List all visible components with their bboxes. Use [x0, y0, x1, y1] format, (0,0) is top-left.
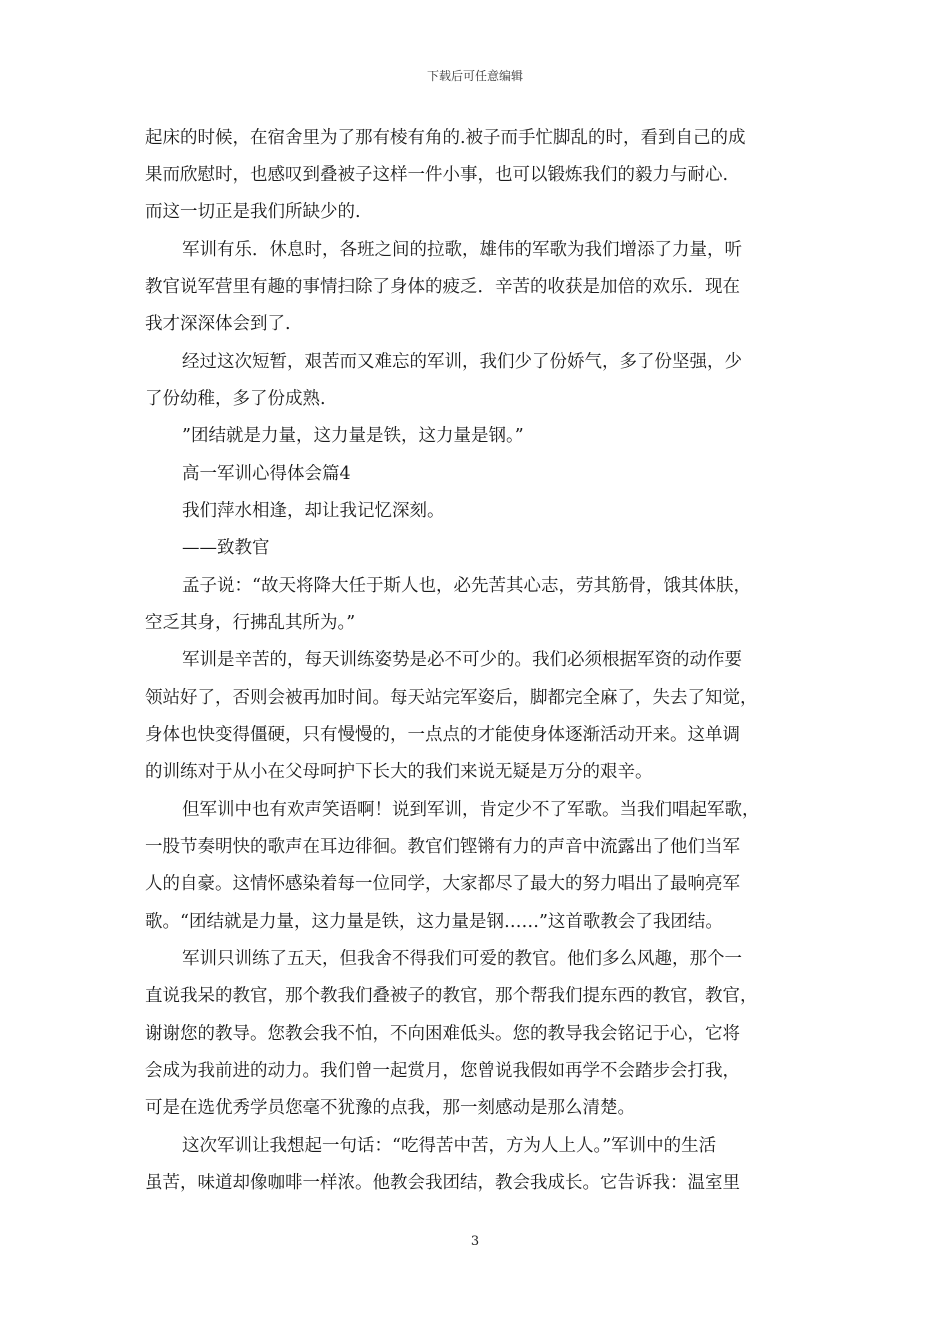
body-line: 但军训中也有欢声笑语啊！说到军训，肯定少不了军歌。当我们唱起军歌，	[182, 800, 760, 820]
body-line: 果而欣慰时，也感叹到叠被子这样一件小事，也可以锻炼我们的毅力与耐心.	[145, 165, 729, 185]
body-line: 歌。“团结就是力量，这力量是铁，这力量是钢……”这首歌教会了我团结。	[145, 912, 723, 932]
body-line: 经过这次短暂，艰苦而又难忘的军训，我们少了份娇气，多了份坚强，少	[182, 352, 742, 372]
body-line: 人的自豪。这情怀感染着每一位同学，大家都尽了最大的努力唱出了最响亮军	[145, 874, 740, 894]
body-line: ”团结就是力量，这力量是铁，这力量是钢。”	[182, 426, 524, 446]
body-line: 会成为我前进的动力。我们曾一起赏月，您曾说我假如再学不会踏步会打我，	[145, 1061, 740, 1081]
section-heading: 高一军训心得体会篇4	[182, 464, 351, 484]
body-line: 起床的时候，在宿舍里为了那有棱有角的.被子而手忙脚乱的时，看到自己的成	[145, 128, 746, 148]
body-line: ——致教官	[182, 538, 270, 558]
body-line: 我才深深体会到了.	[145, 314, 291, 334]
page-header: 下载后可任意编辑	[426, 69, 523, 83]
body-line: 军训只训练了五天，但我舍不得我们可爱的教官。他们多么风趣，那个一	[182, 949, 742, 969]
body-line: 领站好了，否则会被再加时间。每天站完军姿后，脚都完全麻了，失去了知觉，	[145, 688, 758, 708]
body-line: 孟子说：“故天将降大任于斯人也，必先苦其心志，劳其筋骨，饿其体肤，	[182, 576, 751, 596]
body-line: 谢谢您的教导。您教会我不怕，不向困难低头。您的教导我会铭记于心，它将	[145, 1024, 740, 1044]
body-line: 直说我呆的教官，那个教我们叠被子的教官，那个帮我们提东西的教官，教官，	[145, 986, 758, 1006]
body-line: 虽苦，味道却像咖啡一样浓。他教会我团结，教会我成长。它告诉我：温室里	[145, 1173, 740, 1193]
body-line: 教官说军营里有趣的事情扫除了身体的疲乏．辛苦的收获是加倍的欢乐．现在	[145, 277, 740, 297]
page-number: 3	[470, 1234, 480, 1249]
body-line: 一股节奏明快的歌声在耳边徘徊。教官们铿锵有力的声音中流露出了他们当军	[145, 837, 740, 857]
body-line: 空乏其身，行拂乱其所为。”	[145, 613, 356, 633]
body-line: 身体也快变得僵硬，只有慢慢的，一点点的才能使身体逐渐活动开来。这单调	[145, 725, 740, 745]
body-line: 军训是辛苦的，每天训练姿势是必不可少的。我们必须根据军资的动作要	[182, 650, 742, 670]
body-line: 而这一切正是我们所缺少的.	[145, 202, 361, 222]
body-line: 的训练对于从小在父母呵护下长大的我们来说无疑是万分的艰辛。	[145, 762, 653, 782]
body-line: 这次军训让我想起一句话：“吃得苦中苦，方为人上人。”军训中的生活	[182, 1136, 717, 1156]
body-line: 军训有乐．休息时，各班之间的拉歌，雄伟的军歌为我们增添了力量，听	[182, 240, 742, 260]
body-line: 了份幼稚，多了份成熟.	[145, 389, 326, 409]
body-line: 可是在选优秀学员您毫不犹豫的点我，那一刻感动是那么清楚。	[145, 1098, 635, 1118]
body-line: 我们萍水相逢，却让我记忆深刻。	[182, 501, 445, 521]
